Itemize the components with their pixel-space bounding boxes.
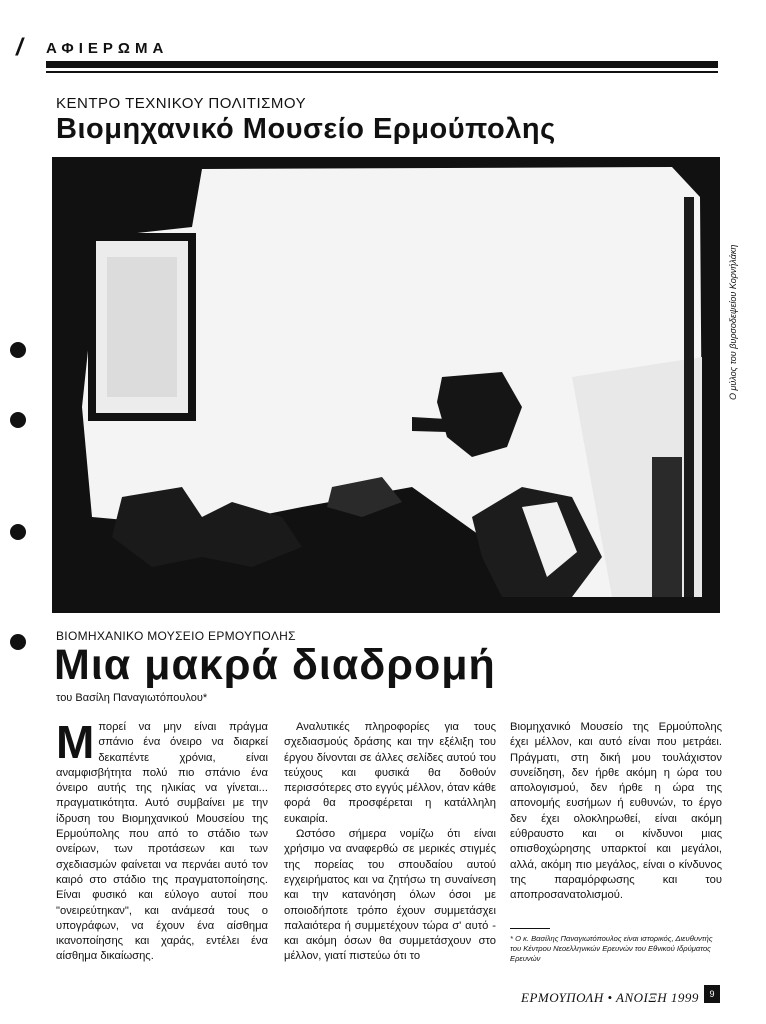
page-number: 9 [704,985,720,1003]
column-1-text: πορεί να μην είναι πράγμα σπάνιο ένα όνειρο να διαρκεί δεκαπέντε χρόνια, είναι αναμφισβήτητα πολύ πιο σπάνιο ένα όνειρο αυτής της ηλικίας να γίνεται... πραγματικότητα. Αυτό συμβαίνει με την ίδρυση του Βιομηχανικού Μουσείου της Ερμούπολης που από το στάδιο των ονείρων, των προτάσεων και των σχεδιασμών φαίνεται να περνάει αυτό τον καιρό στο στάδιο της πραγματοποίησης. Είναι φυσικό και εύλογο αυτοί που "ονειρεύτηκαν", και ανάμεσά τους ο υπογράφων, να έχουν ένα αίσθημα ικανοποίησης και χαράς, εντέλει ένα αίσθημα δικαίωσης. [56,721,268,963]
author-footnote: * Ο κ. Βασίλης Παναγιωτόπουλος είναι ιστορικός, Διευθυντής του Κέντρου Νεοελληνικών Ερευνών του Εθνικού Ιδρύματος Ερευνών [510,934,713,963]
article-column-1 [56,716,268,965]
header-rule-thick [46,61,718,68]
mill-photo [52,157,720,613]
photo-caption: Ο μύλος του βυρσοδεψείου Κορνήλάκη [728,244,738,400]
article-column-3 [510,720,722,904]
mill-photo-image [52,157,720,613]
article-column-2 [284,720,496,965]
article1-kicker: ΚΕΝΤΡΟ ΤΕΧΝΙΚΟΥ ΠΟΛΙΤΙΣΜΟΥ [56,95,307,112]
binder-hole [10,634,26,650]
article2-byline: του Βασίλη Παναγιωτόπουλου* [56,692,208,704]
header-rule-thin [46,71,718,73]
section-label: ΑΦΙΕΡΩΜΑ [46,40,169,57]
column-2-paragraph-2: Ωστόσο σήμερα νομίζω ότι είναι χρήσιμο να αναφερθώ σε μερικές στιγμές της πορείας του σπουδαίου αυτού εγχειρήματος και να ζητήσω τη συναίνεση και την κατανόηση όλων όσοι με οποιοδήποτε τρόπο έχουν συμμετάσχει παλαιότερα ή συμμετέχουν τώρα σ' αυτό - και ακόμη όσων θα συμμετάσχουν στο μέλλον, γιατί πιστεύω ότι το [284,828,496,963]
binder-hole [10,524,26,540]
article2-title: Μια μακρά διαδρομή [54,641,496,689]
article1-title: Βιομηχανικό Μουσείο Ερμούπολης [56,113,556,145]
column-3-text: Βιομηχανικό Μουσείο της Ερμούπολης έχει μέλλον, και αυτό είναι που μετράει. Πράγματι, στη δική μου τουλάχιστον συνείδηση, δεν ήρθε ακόμη η ώρα του απολογισμού, δεν ήρθε η ώρα της απονομής ευσήμων ή ευθυνών, το έργο δεν έχει ολοκληρωθεί, είναι ακόμη εύθραυστο και οι κίνδυνοι μιας οπισθοχώρησης υπαρκτοί και μεγάλοι, αλλά, ακόμη πιο μεγάλος, είναι ο κίνδυνος της παραμόρφωσης και του αποπροσανατολισμού. [510,721,722,902]
footnote-rule [510,928,550,929]
section-slash-mark: / [16,34,23,61]
binder-hole [10,412,26,428]
article2-kicker: ΒΙΟΜΗΧΑΝΙΚΟ ΜΟΥΣΕΙΟ ΕΡΜΟΥΠΟΛΗΣ [56,629,296,643]
publication-footer: ΕΡΜΟΥΠΟΛΗ • ΑΝΟΙΞΗ 1999 [521,990,699,1005]
binder-hole [10,342,26,358]
column-2-paragraph-1: Αναλυτικές πληροφορίες για τους σχεδιασμούς δράσης και την εξέλιξη του έργου δίνονται σε άλλες σελίδες αυτού του τεύχους και φυσικά θα δοθούν περισσότερες στο εγγύς μέλλον, όταν κάθε φορά θα προσφέρεται η κατάλληλη ευκαιρία. [284,721,496,825]
drop-cap: Μ [56,716,95,768]
